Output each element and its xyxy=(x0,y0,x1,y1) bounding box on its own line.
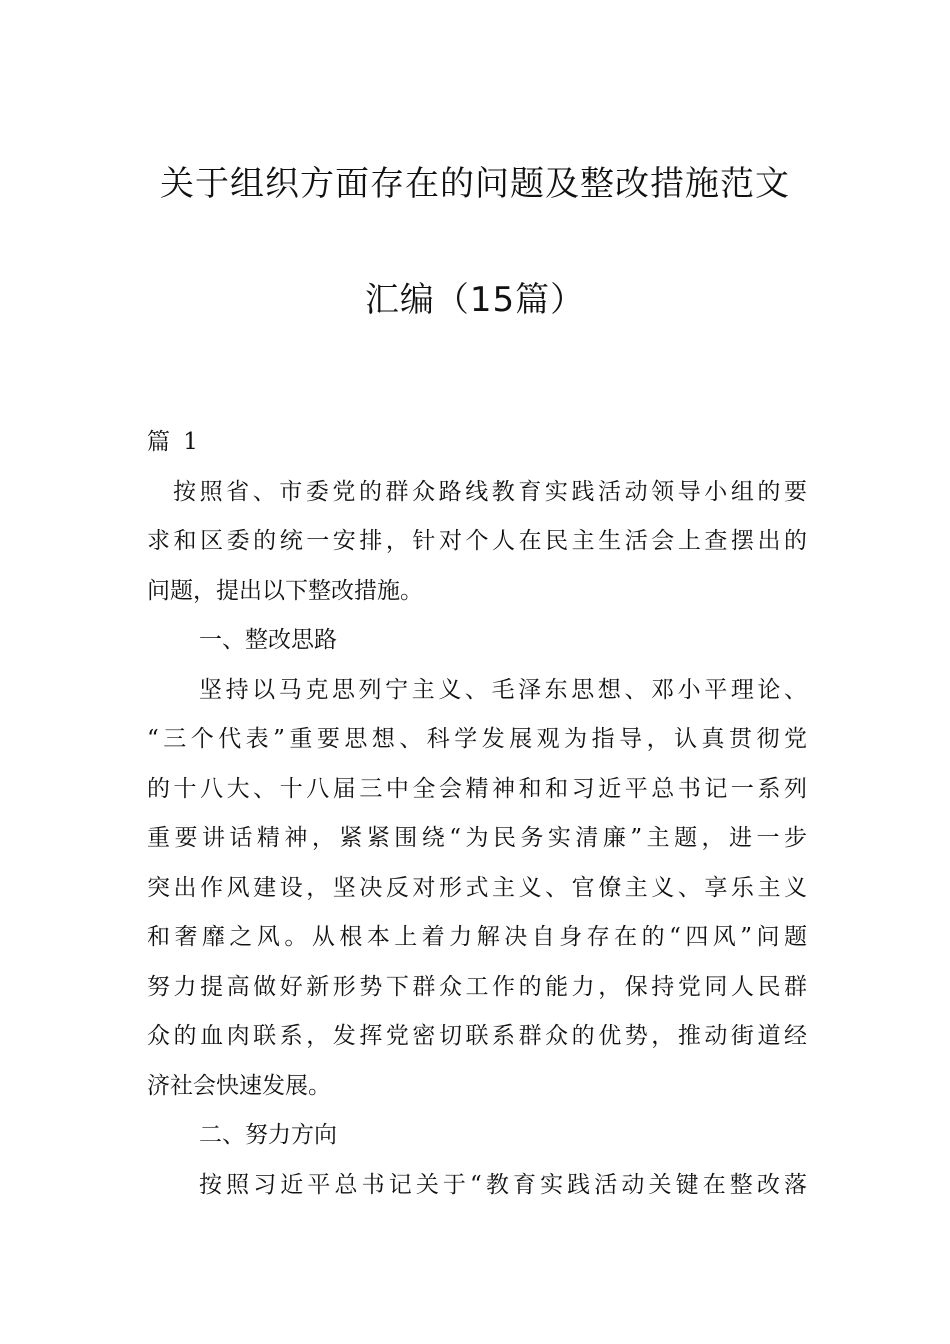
paragraph-line: 问题，提出以下整改措施。 xyxy=(147,577,423,604)
document-title-line-2: 汇编（15篇） xyxy=(364,280,586,320)
paragraph-line: 重要讲话精神，紧紧围绕“为民务实清廉”主题，进一步 xyxy=(147,825,807,851)
document-title-line-1: 关于组织方面存在的问题及整改措施范文 xyxy=(160,164,790,204)
paragraph-line: 的十八大、十八届三中全会精神和和习近平总书记一系列 xyxy=(147,775,807,802)
paragraph-line: 求和区委的统一安排，针对个人在民主生活会上查摆出的 xyxy=(147,528,807,554)
paragraph-line: 济社会快速发展。 xyxy=(147,1072,331,1099)
section-label: 篇 1 xyxy=(147,429,201,455)
section-heading: 一、整改思路 xyxy=(199,627,337,653)
paragraph-line: 坚持以马克思列宁主义、毛泽东思想、邓小平理论、 xyxy=(199,676,807,703)
paragraph-line: 突出作风建设，坚决反对形式主义、官僚主义、享乐主义 xyxy=(147,874,807,901)
paragraph-line: 和奢靡之风。从根本上着力解决自身存在的“四风”问题 xyxy=(147,924,807,950)
document-body xyxy=(147,418,807,1210)
paragraph-line: 按照习近平总书记关于“教育实践活动关键在整改落 xyxy=(199,1171,807,1198)
paragraph-line: 努力提高做好新形势下群众工作的能力，保持党同人民群 xyxy=(147,973,807,1000)
paragraph-line: 众的血肉联系，发挥党密切联系群众的优势，推动街道经 xyxy=(147,1023,807,1049)
paragraph-line: “三个代表”重要思想、科学发展观为指导，认真贯彻党 xyxy=(147,726,807,752)
paragraph-line: 按照省、市委党的群众路线教育实践活动领导小组的要 xyxy=(173,478,807,505)
section-heading: 二、努力方向 xyxy=(199,1122,337,1148)
